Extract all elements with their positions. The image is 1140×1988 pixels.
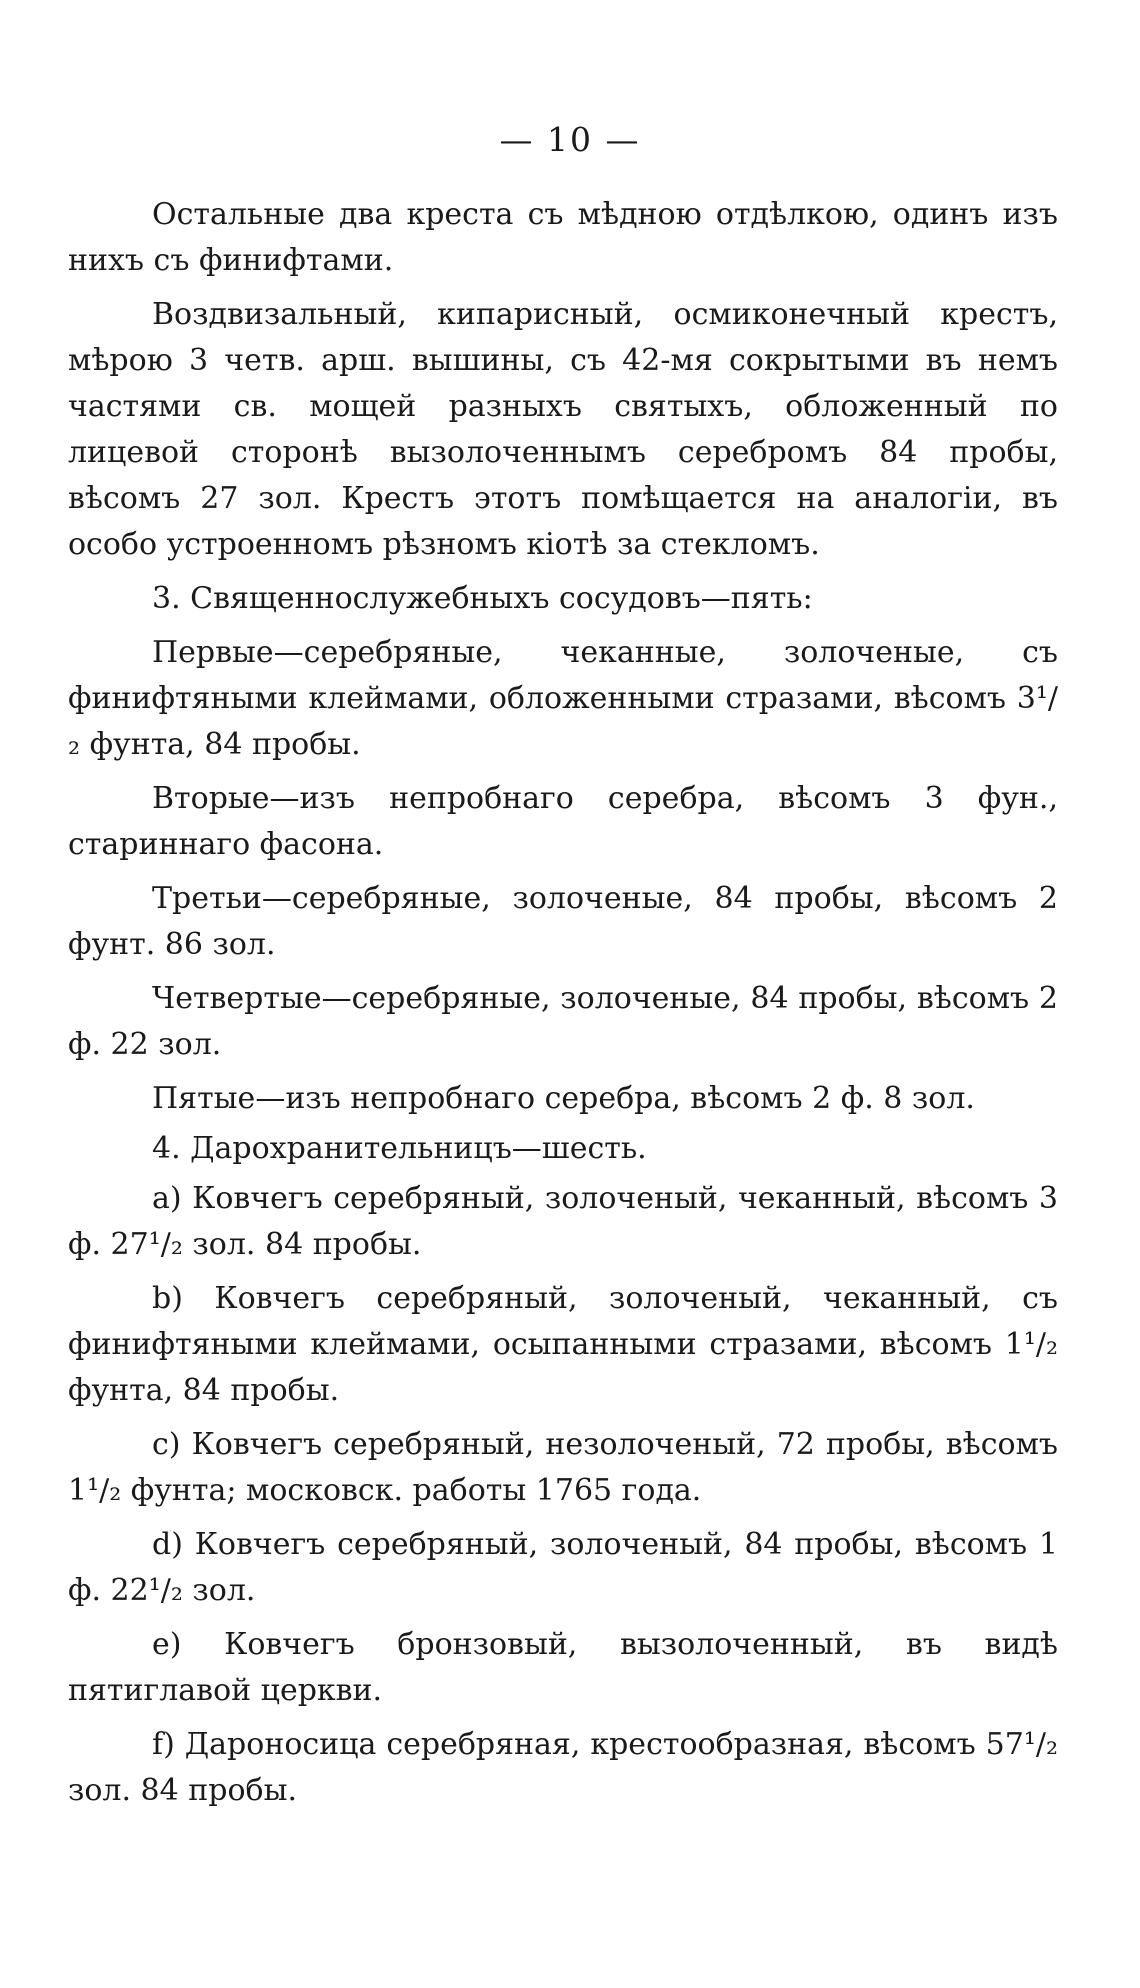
body-text bbox=[68, 192, 1058, 1822]
paragraph-elevation-cross: Воздвизальный, кипарисный, осмиконечный крестъ, мѣрою 3 четв. арш. вышины, съ 42-мя сокрытыми въ немъ частями св. мощей разныхъ святыхъ, обложенный по лицевой сторонѣ вызолоченнымъ серебромъ 84 пробы, вѣсомъ 27 зол. Крестъ этотъ помѣщается на аналогіи, въ особо устроенномъ рѣзномъ кіотѣ за стекломъ. bbox=[68, 297, 1058, 562]
paragraph-vessels-first: Первые—серебряные, чеканные, золоченые, съ финифтяными клеймами, обложенными стразами, вѣсомъ 3¹/₂ фунта, 84 пробы. bbox=[68, 635, 1058, 762]
paragraph-item-b: b) Ковчегъ серебряный, золоченый, чеканный, съ финифтяными клеймами, осыпанными стразами, вѣсомъ 1¹/₂ фунта, 84 пробы. bbox=[68, 1281, 1058, 1408]
paragraph-item-d: d) Ковчегъ серебряный, золоченый, 84 пробы, вѣсомъ 1 ф. 22¹/₂ зол. bbox=[68, 1527, 1058, 1608]
paragraph-item-c: c) Ковчегъ серебряный, незолоченый, 72 пробы, вѣсомъ 1¹/₂ фунта; московск. работы 1765 года. bbox=[68, 1427, 1058, 1508]
paragraph-crosses-copper: Остальные два креста съ мѣдною отдѣлкою, одинъ изъ нихъ съ финифтами. bbox=[68, 197, 1058, 278]
paragraph-item-e: e) Ковчегъ бронзовый, вызолоченный, въ видѣ пятиглавой церкви. bbox=[68, 1627, 1058, 1708]
paragraph-vessels-second: Вторые—изъ непробнаго серебра, вѣсомъ 3 фун., стариннаго фасона. bbox=[68, 781, 1058, 862]
paragraph-vessels-fifth: Пятые—изъ непробнаго серебра, вѣсомъ 2 ф. 8 зол. bbox=[152, 1081, 975, 1116]
paragraph-vessels-third: Третьи—серебряные, золоченые, 84 пробы, вѣсомъ 2 фунт. 86 зол. bbox=[68, 881, 1058, 962]
paragraph-item-a: a) Ковчегъ серебряный, золоченый, чеканный, вѣсомъ 3 ф. 27¹/₂ зол. 84 пробы. bbox=[68, 1181, 1058, 1262]
paragraph-section-3-heading: 3. Священнослужебныхъ сосудовъ—пять: bbox=[152, 581, 813, 616]
page-number: — 10 — bbox=[499, 120, 641, 159]
paragraph-item-f: f) Дароносица серебряная, крестообразная, вѣсомъ 57¹/₂ зол. 84 пробы. bbox=[68, 1727, 1058, 1808]
paragraph-section-4-heading: 4. Дарохранительницъ—шесть. bbox=[152, 1131, 647, 1166]
paragraph-vessels-fourth: Четвертые—серебряные, золоченые, 84 пробы, вѣсомъ 2 ф. 22 зол. bbox=[68, 981, 1058, 1062]
